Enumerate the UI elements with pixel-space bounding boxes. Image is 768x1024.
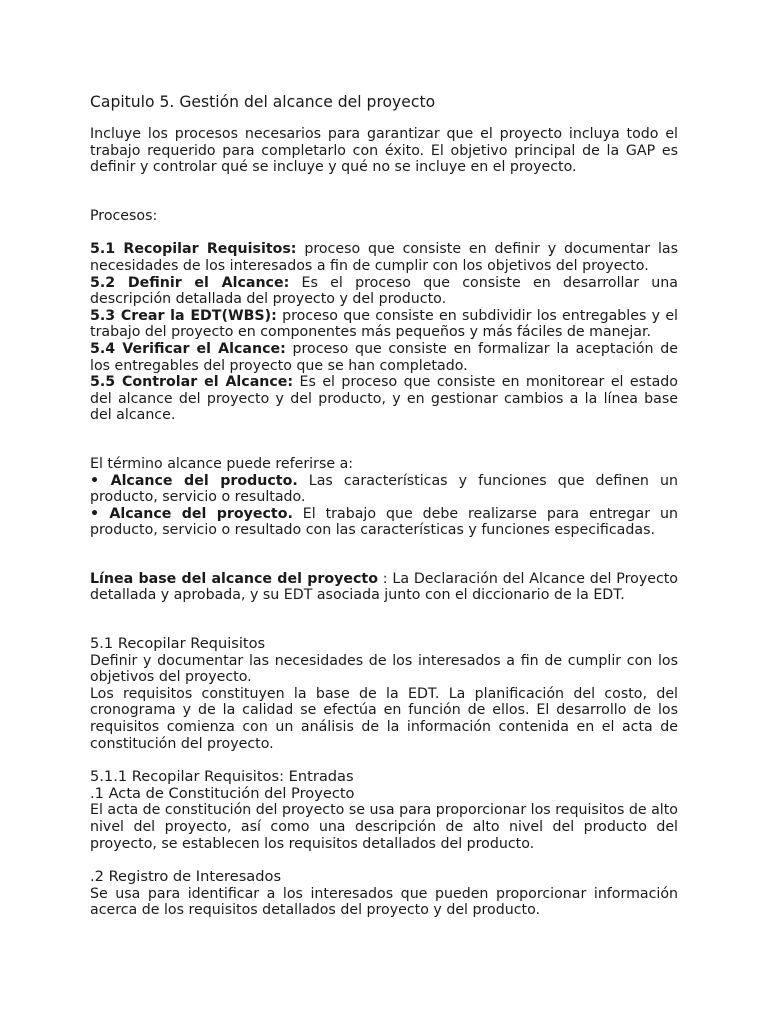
process-item: [90, 374, 678, 424]
linea-base-paragraph: [90, 571, 678, 604]
process-item: [90, 341, 678, 374]
procesos-label: Procesos:: [90, 207, 158, 224]
process-name: 5.4 Verificar el Alcance:: [90, 340, 286, 357]
linea-base-term: Línea base del alcance del proyecto: [90, 570, 378, 587]
termino-intro: El término alcance puede referirse a:: [90, 455, 354, 472]
section-heading-5-1: 5.1 Recopilar Requisitos: [90, 635, 266, 653]
termino-description: El trabajo que debe realizarse para entregar un producto, servicio o resultado con las características y funciones especificadas.: [90, 505, 678, 539]
subsection-acta-text: El acta de constitución del proyecto se usa para proporcionar los requisitos de alto nivel del proyecto, así como una descripción de alto nivel del producto del proyecto, se establecen los requisitos detallados del producto.: [90, 802, 678, 852]
document-page: [90, 92, 678, 919]
section-5-1-paragraph-1: Definir y documentar las necesidades de los interesados a fin de cumplir con los objetivos del proyecto.: [90, 652, 678, 686]
subsection-heading-acta: .1 Acta de Constitución del Proyecto: [90, 784, 355, 802]
termino-item: [90, 473, 678, 506]
process-description: proceso que consiste en formalizar la aceptación de los entregables del proyecto que se han completado.: [90, 340, 678, 374]
subsection-heading-registro: .2 Registro de Interesados: [90, 868, 282, 886]
termino-description: Las características y funciones que definen un producto, servicio o resultado.: [90, 472, 678, 506]
section-5-1-paragraph-2: Los requisitos constituyen la base de la EDT. La planificación del costo, del cronograma y de la calidad se efectúa en función de ellos. El desarrollo de los requisitos comienza con un análisis de la información contenida en el acta de constitución del proyecto.: [90, 685, 678, 752]
process-name: 5.5 Controlar el Alcance:: [90, 374, 294, 391]
process-name: 5.2 Definir el Alcance:: [90, 274, 290, 291]
process-name: 5.3 Crear la EDT(WBS):: [90, 307, 277, 324]
process-item: [90, 241, 678, 274]
process-description: Es el proceso que consiste en desarrollar una descripción detallada del proyecto y del producto.: [90, 274, 678, 308]
process-description: proceso que consiste en definir y documentar las necesidades de los interesados a fin de cumplir con los objetivos del proyecto.: [90, 241, 679, 274]
process-description: Es el proceso que consiste en monitorear el estado del alcance del proyecto y del producto, y en gestionar cambios a la línea base del alcance.: [90, 374, 678, 424]
termino-item: [90, 506, 678, 539]
subsection-registro-text: Se usa para identificar a los interesados que pueden proporcionar información acerca de los requisitos detallados del proyecto y del producto.: [90, 885, 678, 919]
process-list: [90, 241, 678, 424]
process-description: proceso que consiste en subdividir los entregables y el trabajo del proyecto en componentes más pequeños y más fáciles de manejar.: [90, 307, 678, 341]
linea-base-definition: : La Declaración del Alcance del Proyecto detallada y aprobada, y su EDT asociada junto con el diccionario de la EDT.: [90, 570, 678, 604]
chapter-title: Capitulo 5. Gestión del alcance del proyecto: [90, 93, 436, 111]
process-name: 5.1 Recopilar Requisitos:: [90, 241, 297, 258]
termino-name: • Alcance del producto.: [90, 472, 298, 489]
process-item: [90, 308, 678, 341]
process-item: [90, 275, 678, 308]
section-heading-5-1-1: 5.1.1 Recopilar Requisitos: Entradas: [90, 768, 354, 786]
termino-name: • Alcance del proyecto.: [90, 505, 293, 522]
intro-paragraph: Incluye los procesos necesarios para garantizar que el proyecto incluya todo el trabajo requerido para completarlo con éxito. El objetivo principal de la GAP es definir y controlar qué se incluye y qué no se incluye en el proyecto.: [90, 126, 678, 176]
